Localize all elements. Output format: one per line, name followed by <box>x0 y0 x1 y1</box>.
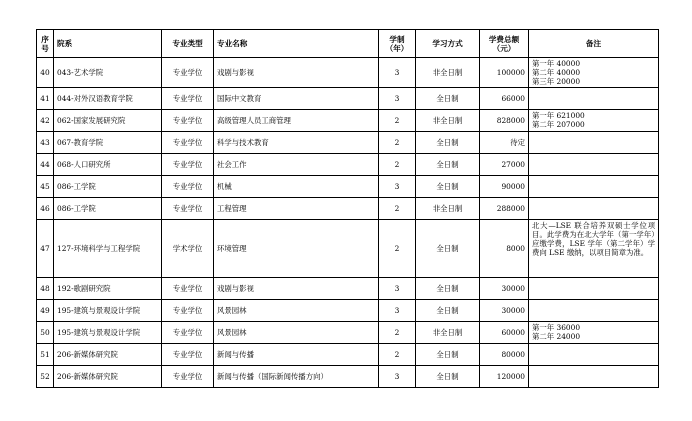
cell-duration: 2 <box>379 154 416 176</box>
cell-duration: 3 <box>379 176 416 198</box>
cell-major: 国际中文教育 <box>214 88 379 110</box>
cell-remarks <box>529 154 659 176</box>
cell-remarks <box>529 88 659 110</box>
remark-line: 北大—LSE 联合培养双硕士学位项目。此学费为在北大学年（第一学年）应缴学费，LSE 学年（第二学年）学费向 LSE 缴纳，以项目简章为准。 <box>532 221 655 257</box>
cell-fee: 60000 <box>480 322 529 344</box>
cell-major: 戏剧与影视 <box>214 58 379 88</box>
table-row <box>37 300 659 322</box>
cell-duration: 3 <box>379 58 416 88</box>
remark-line: 第二年 207000 <box>532 120 585 129</box>
remark-line: 第二年 40000 <box>532 68 581 77</box>
cell-college: 195-建筑与景观设计学院 <box>54 322 162 344</box>
header-college: 院系 <box>54 30 162 58</box>
cell-fee: 30000 <box>480 300 529 322</box>
cell-no: 50 <box>37 322 54 344</box>
cell-college: 195-建筑与景观设计学院 <box>54 300 162 322</box>
cell-degree-type: 专业学位 <box>162 154 214 176</box>
cell-remarks <box>529 198 659 220</box>
cell-college: 127-环境科学与工程学院 <box>54 220 162 278</box>
table-row <box>37 88 659 110</box>
header-major: 专业名称 <box>214 30 379 58</box>
table-row <box>37 322 659 344</box>
cell-remarks <box>529 300 659 322</box>
cell-no: 40 <box>37 58 54 88</box>
cell-no: 43 <box>37 132 54 154</box>
cell-no: 45 <box>37 176 54 198</box>
header-no-line2: 号 <box>41 43 49 53</box>
cell-degree-type: 专业学位 <box>162 366 214 388</box>
cell-fee: 8000 <box>480 220 529 278</box>
cell-major: 社会工作 <box>214 154 379 176</box>
cell-fee: 80000 <box>480 344 529 366</box>
cell-degree-type: 专业学位 <box>162 132 214 154</box>
cell-study-mode: 全日制 <box>416 88 480 110</box>
cell-remarks <box>529 176 659 198</box>
cell-college: 043-艺术学院 <box>54 58 162 88</box>
table-row <box>37 58 659 88</box>
cell-study-mode: 全日制 <box>416 176 480 198</box>
cell-degree-type: 专业学位 <box>162 88 214 110</box>
cell-remarks <box>529 110 659 132</box>
cell-college: 192-歌剧研究院 <box>54 278 162 300</box>
cell-no: 51 <box>37 344 54 366</box>
cell-study-mode: 非全日制 <box>416 322 480 344</box>
cell-degree-type: 专业学位 <box>162 300 214 322</box>
cell-major: 机械 <box>214 176 379 198</box>
cell-no: 46 <box>37 198 54 220</box>
cell-degree-type: 专业学位 <box>162 58 214 88</box>
cell-fee: 90000 <box>480 176 529 198</box>
cell-duration: 2 <box>379 110 416 132</box>
cell-degree-type: 专业学位 <box>162 344 214 366</box>
table-row <box>37 366 659 388</box>
table-row <box>37 176 659 198</box>
cell-fee: 27000 <box>480 154 529 176</box>
header-fee-line1: 学费总额 <box>488 34 520 44</box>
cell-study-mode: 非全日制 <box>416 110 480 132</box>
cell-fee: 66000 <box>480 88 529 110</box>
cell-no: 47 <box>37 220 54 278</box>
cell-major: 高级管理人员工商管理 <box>214 110 379 132</box>
cell-fee: 288000 <box>480 198 529 220</box>
header-no <box>37 30 54 58</box>
tuition-table <box>36 29 659 388</box>
cell-no: 49 <box>37 300 54 322</box>
cell-duration: 3 <box>379 300 416 322</box>
header-duration-line1: 学制 <box>389 34 405 44</box>
cell-college: 206-新媒体研究院 <box>54 366 162 388</box>
cell-study-mode: 全日制 <box>416 344 480 366</box>
cell-duration: 3 <box>379 278 416 300</box>
cell-college: 206-新媒体研究院 <box>54 344 162 366</box>
cell-remarks <box>529 58 659 88</box>
cell-no: 42 <box>37 110 54 132</box>
cell-duration: 3 <box>379 88 416 110</box>
cell-remarks <box>529 344 659 366</box>
cell-major: 科学与技术教育 <box>214 132 379 154</box>
cell-fee: 828000 <box>480 110 529 132</box>
table-row <box>37 278 659 300</box>
cell-college: 086-工学院 <box>54 176 162 198</box>
cell-college: 068-人口研究所 <box>54 154 162 176</box>
remark-line: 第一年 40000 <box>532 59 581 68</box>
cell-duration: 2 <box>379 344 416 366</box>
header-fee <box>480 30 529 58</box>
cell-college: 086-工学院 <box>54 198 162 220</box>
header-duration <box>379 30 416 58</box>
cell-study-mode: 非全日制 <box>416 58 480 88</box>
cell-college: 044-对外汉语教育学院 <box>54 88 162 110</box>
remark-line: 第一年 621000 <box>532 111 585 120</box>
cell-no: 52 <box>37 366 54 388</box>
cell-remarks <box>529 322 659 344</box>
header-row <box>37 30 659 58</box>
cell-major: 新闻与传播（国际新闻传播方向） <box>214 366 379 388</box>
cell-remarks <box>529 132 659 154</box>
cell-fee: 100000 <box>480 58 529 88</box>
cell-study-mode: 全日制 <box>416 366 480 388</box>
cell-degree-type: 专业学位 <box>162 322 214 344</box>
cell-study-mode: 非全日制 <box>416 198 480 220</box>
cell-study-mode: 全日制 <box>416 300 480 322</box>
remark-line: 第二年 24000 <box>532 332 581 341</box>
table-row <box>37 220 659 278</box>
cell-degree-type: 学术学位 <box>162 220 214 278</box>
cell-major: 新闻与传播 <box>214 344 379 366</box>
cell-fee: 30000 <box>480 278 529 300</box>
cell-major: 环境管理 <box>214 220 379 278</box>
header-remarks: 备注 <box>529 30 659 58</box>
table-row <box>37 344 659 366</box>
cell-fee: 120000 <box>480 366 529 388</box>
cell-major: 戏剧与影视 <box>214 278 379 300</box>
cell-study-mode: 全日制 <box>416 154 480 176</box>
cell-duration: 2 <box>379 322 416 344</box>
cell-duration: 2 <box>379 198 416 220</box>
cell-college: 062-国家发展研究院 <box>54 110 162 132</box>
cell-major: 风景园林 <box>214 300 379 322</box>
cell-major: 工程管理 <box>214 198 379 220</box>
cell-remarks <box>529 366 659 388</box>
remark-line: 第三年 20000 <box>532 77 581 86</box>
table-body <box>37 58 659 388</box>
header-degree-type: 专业类型 <box>162 30 214 58</box>
header-duration-line2: （年） <box>385 43 409 53</box>
cell-no: 41 <box>37 88 54 110</box>
cell-duration: 2 <box>379 132 416 154</box>
header-fee-line2: （元） <box>492 43 516 53</box>
table-row <box>37 132 659 154</box>
cell-college: 067-教育学院 <box>54 132 162 154</box>
cell-degree-type: 专业学位 <box>162 176 214 198</box>
cell-no: 48 <box>37 278 54 300</box>
cell-degree-type: 专业学位 <box>162 278 214 300</box>
remark-line: 第一年 36000 <box>532 323 581 332</box>
cell-fee: 待定 <box>480 132 529 154</box>
table-row <box>37 110 659 132</box>
cell-study-mode: 全日制 <box>416 220 480 278</box>
header-no-line1: 序 <box>41 34 49 44</box>
cell-degree-type: 专业学位 <box>162 110 214 132</box>
cell-remarks <box>529 278 659 300</box>
cell-no: 44 <box>37 154 54 176</box>
header-study-mode: 学习方式 <box>416 30 480 58</box>
table-row <box>37 198 659 220</box>
cell-duration: 2 <box>379 220 416 278</box>
cell-study-mode: 全日制 <box>416 278 480 300</box>
cell-degree-type: 专业学位 <box>162 198 214 220</box>
cell-major: 风景园林 <box>214 322 379 344</box>
cell-remarks <box>529 220 659 278</box>
cell-duration: 3 <box>379 366 416 388</box>
cell-study-mode: 全日制 <box>416 132 480 154</box>
table-row <box>37 154 659 176</box>
